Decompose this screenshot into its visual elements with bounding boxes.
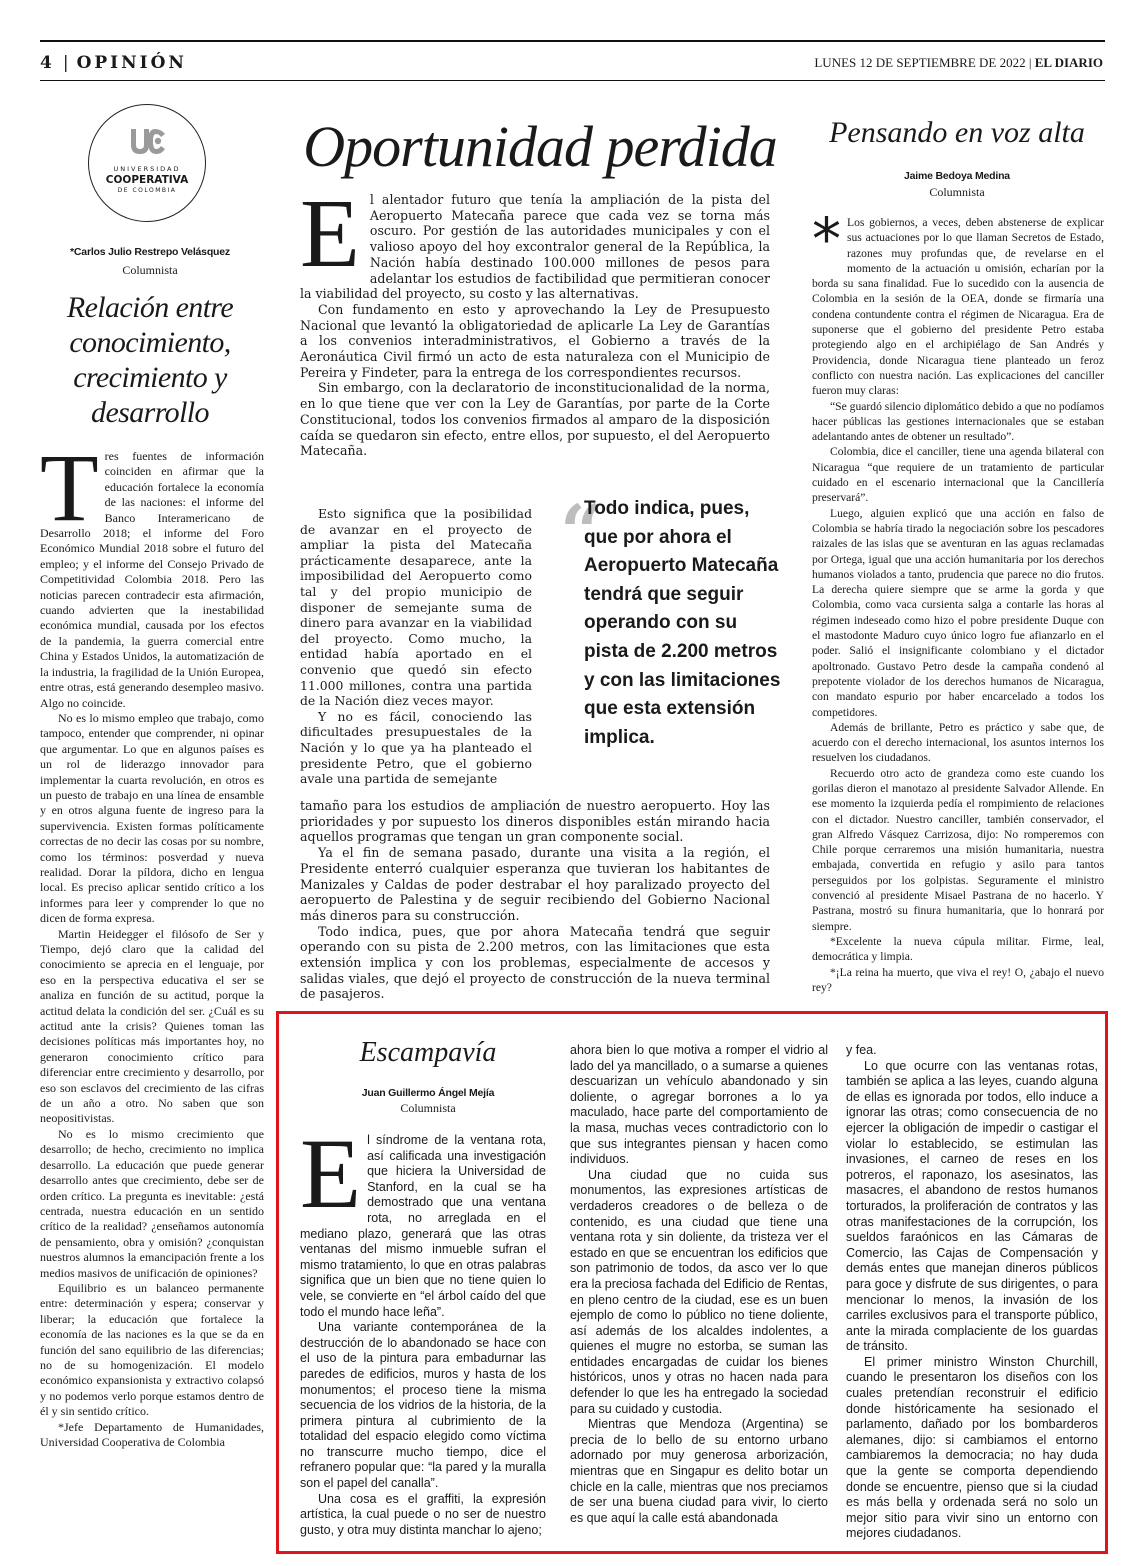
- lead-paragraph: res fuentes de información coinciden en afirmar que la educación fortalece la economía de las naciones: el informe del Banco Interamericano de Desarrollo 2018; el informe del Foro Económico Mundial 2018 sobre el futuro del empleo; y el informe del Consejo Privado de Competitividad Colombia 2018. Pero las noticias parecen contradecir esta afirmación, cuando advierten que la inestabilidad económica mundial, causada por los efectos de la pandemia, la guerra comercial entre China y Estados Unidos, la automatización de la industria, la fragilidad de la Unión Europea, entre otras, está generando desempleo masivo. Algo no coincide.: [40, 449, 264, 710]
- author-name: *Carlos Julio Restrepo Velásquez: [70, 246, 230, 258]
- paragraph: Y no es fácil, conociendo las dificultades presupuestales de la Nación y lo que ya ha planteado el presidente Petro, que el gobierno avale una partida de semejante: [300, 708, 532, 787]
- escampavia-column-1: [300, 1118, 546, 1538]
- author-role: Columnista: [400, 1101, 456, 1115]
- author-role: Columnista: [122, 263, 178, 277]
- paragraph: Equilibrio es un balanceo permanente entre: determinación y espera; conservar y liberar; la educación que fortalece la economía de las naciones es la que se da en función del sano equilibrio de las diferencias; no de su homogenización. El modelo económico expansionista y extractivo colapsó y no podemos verlo porque estamos dentro de él y sin sentido crítico.: [40, 1280, 264, 1419]
- center-article-bottom: [300, 798, 770, 1002]
- lead-paragraph: l síndrome de la ventana rota, así calificada una investigación que hiciera la Universidad de Stanford, en la cual se ha demostrado que una ventana rota, no arreglada en el mediano plazo, generará que las otras ventanas del mismo inmueble sufran el mismo tratamiento, lo que en otras palabras significa que un bien que no tiene quien lo vele, se convierte en “el árbol caído del que todo el mundo hace leña”.: [300, 1133, 546, 1319]
- right-article-body: [812, 205, 1104, 995]
- paragraph: Ya el fin de semana pasado, durante una visita a la región, el Presidente enterró cualquier esperanza que tuvieran los habitantes de Manizales y Caldas de poder destrabar el hoy paralizado proyecto del aeropuerto de Palestina y de seguir recibiendo del Gobierno Nacional más dineros para su construcción.: [300, 845, 770, 923]
- paragraph: “Se guardó silencio diplomático debido a que no podíamos hacer públicas las gestiones internacionales que se estaban adelantando antes de obtener un resultado”.: [812, 399, 1104, 444]
- header-rule: [40, 80, 1105, 81]
- pull-quote: Todo indica, pues, que por ahora el Aeropuerto Matecaña tendrá que seguir operando con su pista de 2.200 metros y con las limitaciones que esta extensión implica.: [584, 498, 781, 748]
- paragraph: Además de brillante, Petro es práctico y sabe que, de acuerdo con el derecho internacional, los asuntos internos los resuelven los ciudadanos.: [812, 720, 1104, 765]
- section-name: OPINIÓN: [76, 53, 187, 73]
- paragraph: Una cosa es el graffiti, la expresión artística, la cual puede o no ser de nuestro gusto, y otra muy distinta manchar lo ajeno;: [300, 1491, 546, 1537]
- lead-paragraph: l alentador futuro que tenía la ampliación de la pista del Aeropuerto Matecaña parece que cada vez se torna más oscuro. Por gestión de las autoridades municipales y con el valioso apoyo del hoy excontralor general de la República, la Nación había destinado 100.000 millones de pesos para adelantar los estudios de factibilidad que permitieran conocer la viabilidad del proyecto, su costo y las alternativas.: [300, 192, 770, 302]
- lead-paragraph: Los gobiernos, a veces, deben abstenerse de explicar sus actuaciones por lo que llaman Secretos de Estado, razones muy profundas que, de revelarse en el momento de la actuación u omisión, echarían por la borda su sana finalidad. Fue lo sucedido con la ausencia de Colombia en la sesión de la OEA, donde se firmaría una condena contundente contra el régimen de Nicaragua. Era de suponerse que el gobierno del presidente Petro estaba protegiendo algo en el archipiélago de San Andrés y Providencia, donde Nicaragua tiene planteado un feroz conflicto con nuestra nación. Las explicaciones del canciller fueron muy claras:: [812, 216, 1104, 398]
- paragraph: y fea.: [846, 1043, 877, 1057]
- university-logo: [88, 104, 206, 222]
- paragraph: El primer ministro Winston Churchill, cuando le presentaron los diseños con los cuales pretendían reconstruir el edificio donde históricamente ha sesionado el parlamento, dañado por los bombarderos alemanes, dijo: si cambiamos el entorno cambiaremos la democracia; no hay duda que la gente se comporta dependiendo donde se encuentre, pienso que si la ciudad es más bella y ordenada será no solo un mejor sitio para vivir sino un entorno con mejores ciudadanos.: [846, 1354, 1098, 1541]
- logo-text-line2: COOPERATIVA: [105, 174, 189, 186]
- paragraph: Martin Heidegger el filósofo de Ser y Tiempo, dejó claro que la calidad del conocimiento se aprecia en el lenguaje, por eso en la perspectiva educativa el ser se analiza en función de su actitud, porque la actitud delata la condición del ser. ¿Cuál es su actitud ante la crisis? Quienes toman las decisiones políticas más importantes hoy, no generaron conocimiento crítico para diferenciar entre crecimiento y desarrollo, por eso son esclavos del crecimiento de las cifras de un año a otro. No saben que son neopositivistas.: [40, 926, 264, 1126]
- paragraph: Recuerdo otro acto de grandeza como este cuando los gorilas dieron el manotazo al presidente Salvador Allende. En ese momento la izquierda pedía el rompimiento de relaciones con el dictador. Nuestro canciller, también conservador, el gran Alfredo Vásquez Carrizosa, dijo: No romperemos con Chile porque cerraremos una misión humanitaria, nuestra embajada, convertida en refugio y asilo para tantos perseguidos por los golpistas. Seguramente el ministro convenció al presidente Misael Pastrana de no hacerlo. Y Pastrana, mostró su finura humanitaria, que lo honrará por siempre.: [812, 766, 1104, 933]
- paragraph: Colombia, dice el canciller, tiene una agenda bilateral con Nicaragua “que requiere de un tratamiento de particular cuidado en el escenario internacional que la Cancillería preservará”.: [812, 445, 1104, 505]
- page-number: 4: [40, 53, 55, 73]
- paragraph: Mientras que Mendoza (Argentina) se precia de lo bello de su entorno urbano adornado por muy generosa arborización, mientras que en Singapur es delito botar un chicle en la calle, mientras que nos preciamos de ser una buena ciudad para vivir, lo cierto es que aquí la calle está abandonada: [570, 1417, 828, 1525]
- paragraph: Lo que ocurre con las ventanas rotas, también se aplica a las leyes, cuando alguna de ellas es ignorada por todos, ello induce a ignorar las otras; como consecuencia de no ejercer la obligación de impedir o castigar el violar lo establecido, se estimulan las invasiones, el carneo de reses en los potreros, el raponazo, los asesinatos, las masacres, el abandono de restos humanos torturados, la proliferación de contratos y las otras manifestaciones de la corrupción, los sueldos faraónicos en las Cámaras de Comercio, las Cajas de Compensación y demás entes que manejan dineros públicos para goce y disfrute de sus dirigentes, o para mencionar lo menos, la invasión de los carriles exclusivos para el transporte público, ante la mirada complaciente de los guardas de tránsito.: [846, 1058, 1098, 1354]
- escampavia-column-2: [570, 1043, 828, 1526]
- article-title: Oportunidad perdida: [303, 114, 777, 179]
- article-title: Pensando en voz alta: [829, 116, 1085, 149]
- paragraph: Luego, alguien explicó que una acción en falso de Colombia se habría tirado la negociación sobre los pescadores raizales de las islas que se aventuran en las aguas reclamadas por Ortega, igual que una acción humanitaria por los derechos humanos violados a tanto, prudencia que parece no dio frutos. La derecha quiere siempre que se arme la gorda y que Colombia, como vaca cursienta salga a contarle las horas al régimen indeseado como hizo el pobre presidente Duque con el mastodonte Maduro cuyo único logro fue afianzarlo en el poder. Salió el insignificante colombiano y el dictador apoltronado. Gustavo Petro desde la campaña condenó al prepotente violador de los derechos humanos de Nicaragua, con mandato espurio por haber encarcelado a todos los competidores.: [812, 506, 1104, 719]
- drop-cap: E: [300, 180, 360, 288]
- paragraph: ahora bien lo que motiva a romper el vidrio al lado del ya mancillado, o a sumarse a quienes descuarizan un vehículo abandonado y sin doliente, o agregar borrones a lo ya maculado, hace parte del comportamiento de la masa, muchas veces contradictorio con lo que sus integrantes piensan y hacen como individuos.: [570, 1043, 828, 1167]
- top-rule: [40, 40, 1105, 42]
- author-name: Juan Guillermo Ángel Mejía: [361, 1087, 495, 1099]
- center-article-top: [300, 180, 770, 459]
- paragraph: Esto significa que la posibilidad de avanzar en el proyecto de ampliar la pista del Matecaña prácticamente desaparece, ante la imposibilidad del Aeropuerto como tal y del propio municipio de disponer de semejante suma de dinero para avanzar en la viabilidad del proyecto. Como mucho, la entidad había aportado en el convenio que quedó sin efecto 11.000 millones, contra una partida de la Nación diez veces mayor.: [300, 506, 532, 709]
- left-article-body: [40, 434, 264, 1450]
- section-header: 4 | OPINIÓN: [40, 53, 187, 73]
- uc-emblem-icon: [129, 127, 167, 157]
- masthead-date: LUNES 12 DE SEPTIEMBRE DE 2022 | EL DIARIO: [814, 55, 1103, 70]
- paragraph: *Excelente la nueva cúpula militar. Firme, leal, democrática y limpia.: [812, 934, 1104, 964]
- author-footnote: *Jefe Departamento de Humanidades, Universidad Cooperativa de Colombia: [40, 1419, 264, 1449]
- paragraph: Una ciudad que no cuida sus monumentos, las expresiones artísticas de verdaderos creadores o de belleza o de contenido, es una ciudad que tiene una ventana rota y sin doliente, da tristeza ver el estado en que se encuentran los edificios que son patrimonio de todos, da asco ver lo que era la preciosa fachada del Edificio de Rentas, en pleno centro de la ciudad, ese es un buen ejemplo de como lo público no tiene doliente, así además de los alcaldes indolentes, a quienes el mugre no estorba, se suman las entidades encargadas de cuidar los bienes históricos, unos y otras no hacen nada para defender lo que les ha entregado la sociedad para su cuidado y custodia.: [570, 1167, 828, 1416]
- quote-mark-icon: “: [560, 490, 603, 576]
- paragraph: tamaño para los estudios de ampliación de nuestro aeropuerto. Hoy las prioridades y por supuesto los dineros disponibles están mirando hacia aquellos programas que tengan un gran componente social.: [300, 798, 770, 845]
- asterisk-icon: *: [812, 205, 841, 273]
- author-name: Jaime Bedoya Medina: [904, 170, 1010, 182]
- drop-cap: T: [40, 434, 99, 541]
- paragraph: Una variante contemporánea de la destrucción de lo abandonado se hace con el uso de la pintura para embadurnar las paredes de edificios, muros y hasta de los monumentos; el proceso tiene la misma secuencia de los vidrios de la historia, de la primera pintura al cubrimiento de la totalidad del espacio elegido como víctima no transcurre mucho tiempo, dice el refranero popular que: “la pared y la muralla son el papel del canalla”.: [300, 1320, 546, 1491]
- paragraph: Todo indica, pues, que por ahora Matecaña tendrá que seguir operando con su pista de 2.200 metros, con las limitaciones que esta extensión implica y con los problemas, especialmente de accesos y salidas viales, que dejó el proyecto de construcción de la nueva terminal de pasajeros.: [300, 923, 770, 1002]
- paper-name: EL DIARIO: [1034, 55, 1103, 70]
- paragraph: No es lo mismo crecimiento que desarrollo; de hecho, crecimiento no implica desarrollo. La educación que puede generar desarrollo antes que crecimiento, debe ser de orden crítico. La pregunta es inevitable: ¿está centrada, nuestra educación en un sentido crítico de la realidad? ¿enseñamos autonomía de pensamiento, obra y omisión? ¿conquistan nuestros alumnos la emancipación frente a los medios masivos de unificación de opiniones?: [40, 1126, 264, 1280]
- paragraph: No es lo mismo empleo que trabajo, como tampoco, entender que comprender, ni opinar que argumentar. Lo que en algunos países es un rol de liderazgo innovador para implementar la cuarta revolución, en otros es un puesto de trabajo en una línea de ensamble y en otros alguna fuente de ingreso para la supervivencia. Existen formas políticamente correctas de no decir las cosas por su nombre, como los términos: posverdad y nueva realidad. Dorar la píldora, dicho en lengua local. Es preciso aplicar sentido crítico a los informes para leer y comprender lo que no dicen de forma expresa.: [40, 710, 264, 926]
- article-title: Escampavía: [359, 1037, 497, 1068]
- drop-cap: E: [300, 1118, 362, 1229]
- paragraph: Sin embargo, con la declaratorio de inconstitucionalidad de la norma, en lo que tiene que ver con la Ley de Garantías, por parte de la Corte Constitucional, todos los convenios firmados al amparo de la disposición caída se quedaron sin efecto, entre ellos, por supuesto, el del Aeropuerto Matecaña.: [300, 380, 770, 459]
- paragraph: Con fundamento en esto y aprovechando la Ley de Presupuesto Nacional que levantó la obligatoriedad de aplicarle La Ley de Garantías a los convenios interadministrativos, el Gobierno a través de la Aeronáutica Civil firmó un acto de esta naturaleza con el Municipio de Pereira y Findeter, para la entrega de los correspondientes recursos.: [300, 301, 770, 380]
- author-role: Columnista: [929, 185, 985, 199]
- paragraph: *¡La reina ha muerto, que viva el rey! O, ¿abajo el nuevo rey?: [812, 965, 1104, 994]
- issue-date: LUNES 12 DE SEPTIEMBRE DE 2022: [814, 55, 1026, 70]
- escampavia-column-3: [846, 1043, 1098, 1542]
- logo-text-line3: DE COLOMBIA: [117, 187, 177, 194]
- article-title: Relación entre conocimiento, crecimiento y desarrollo: [66, 291, 234, 429]
- logo-text-line1: UNIVERSIDAD: [113, 165, 181, 173]
- center-article-narrow: [300, 506, 532, 787]
